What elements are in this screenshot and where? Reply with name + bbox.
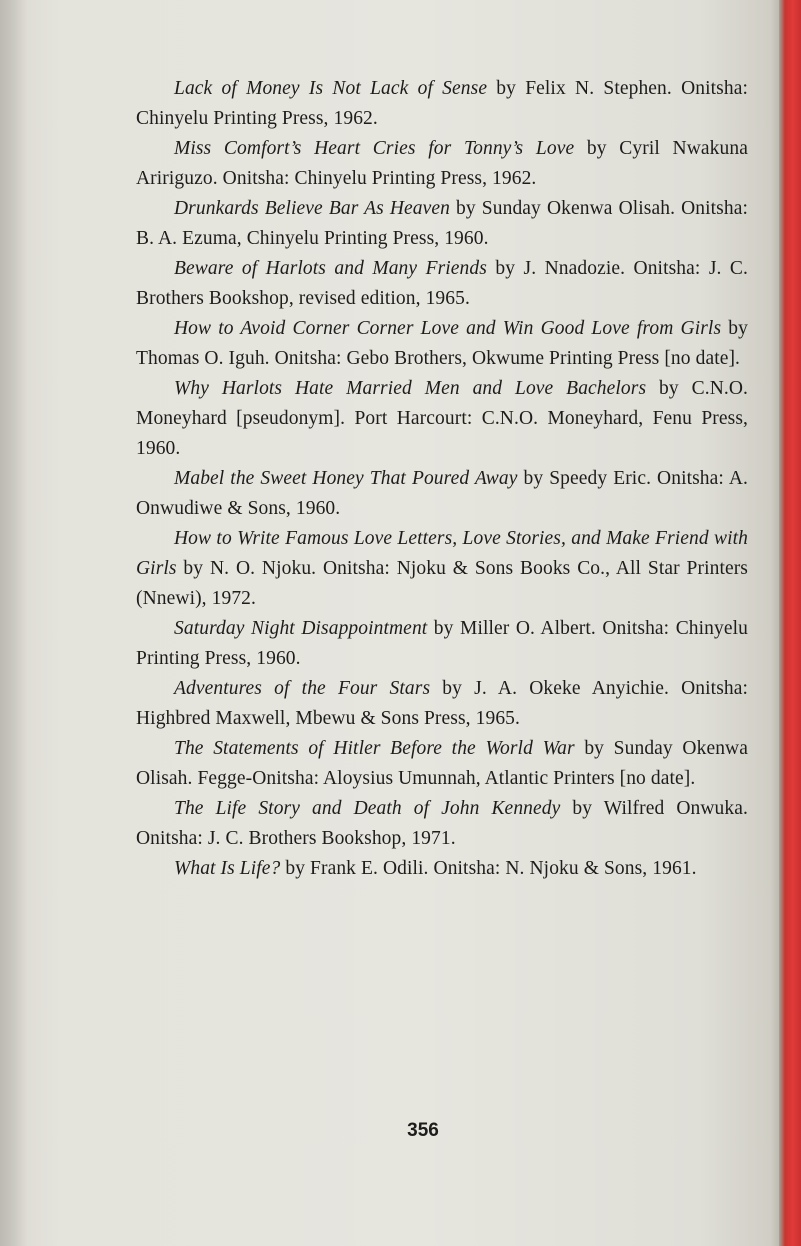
bibliography-entry [136, 614, 748, 674]
bibliography-entry [136, 314, 748, 374]
publication-details: by Felix N. Stephen. Onitsha: Chinyelu Printing Press, 1962. [136, 78, 748, 129]
publication-details: by Speedy Eric. Onitsha: A. Onwudiwe & Sons, 1960. [136, 468, 748, 519]
bibliography-entry [136, 74, 748, 134]
book-title: Miss Comfort’s Heart Cries for Tonny’s Love [174, 138, 575, 159]
bibliography-entry [136, 374, 748, 464]
book-title: Lack of Money Is Not Lack of Sense [174, 78, 488, 99]
book-title: Saturday Night Disappointment [174, 618, 428, 639]
book-title: Adventures of the Four Stars [174, 678, 431, 699]
publication-details: by Frank E. Odili. Onitsha: N. Njoku & Sons, 1961. [280, 858, 697, 879]
bibliography-entry [136, 464, 748, 524]
publication-details: by N. O. Njoku. Onitsha: Njoku & Sons Books Co., All Star Printers (Nnewi), 1972. [136, 558, 748, 609]
publication-details: by Thomas O. Iguh. Onitsha: Gebo Brothers, Okwume Printing Press [no date]. [136, 318, 748, 369]
bibliography-entry [136, 254, 748, 314]
book-title: Drunkards Believe Bar As Heaven [174, 198, 450, 219]
publication-details: by Wilfred Onwuka. Onitsha: J. C. Brothers Bookshop, 1971. [136, 798, 748, 849]
book-title: What Is Life? [174, 858, 281, 879]
book-title: The Statements of Hitler Before the World War [174, 738, 575, 759]
book-title: Beware of Harlots and Many Friends [174, 258, 487, 279]
book-title: How to Avoid Corner Corner Love and Win Good Love from Girls [174, 318, 722, 339]
gutter-shadow [0, 0, 28, 1246]
book-title: How to Write Famous Love Letters, Love Stories, and Make Friend with Girls [136, 528, 748, 579]
page-number: 356 [407, 1120, 439, 1141]
publication-details: by Sunday Okenwa Olisah. Fegge-Onitsha: Aloysius Umunnah, Atlantic Printers [no date]. [136, 738, 748, 789]
bibliography-entry [136, 794, 748, 854]
book-title: The Life Story and Death of John Kennedy [174, 798, 561, 819]
book-title: Why Harlots Hate Married Men and Love Bachelors [174, 378, 647, 399]
book-title: Mabel the Sweet Honey That Poured Away [174, 468, 518, 489]
bibliography-entry [136, 854, 748, 884]
publication-details: by Miller O. Albert. Onitsha: Chinyelu Printing Press, 1960. [136, 618, 748, 669]
publication-details: by Cyril Nwakuna Aririguzo. Onitsha: Chinyelu Printing Press, 1962. [136, 138, 748, 189]
publication-details: by J. A. Okeke Anyichie. Onitsha: Highbred Maxwell, Mbewu & Sons Press, 1965. [136, 678, 748, 729]
page-edge [779, 0, 801, 1246]
publication-details: by C.N.O. Moneyhard [pseudonym]. Port Harcourt: C.N.O. Moneyhard, Fenu Press, 1960. [136, 378, 749, 459]
bibliography-entry [136, 194, 748, 254]
bibliography-list [136, 74, 748, 884]
bibliography-entry [136, 524, 748, 614]
publication-details: by J. Nnadozie. Onitsha: J. C. Brothers Bookshop, revised edition, 1965. [136, 258, 748, 309]
bibliography-entry [136, 674, 748, 734]
bibliography-entry [136, 734, 748, 794]
bibliography-entry [136, 134, 748, 194]
publication-details: by Sunday Okenwa Olisah. Onitsha: B. A. Ezuma, Chinyelu Printing Press, 1960. [136, 198, 748, 249]
